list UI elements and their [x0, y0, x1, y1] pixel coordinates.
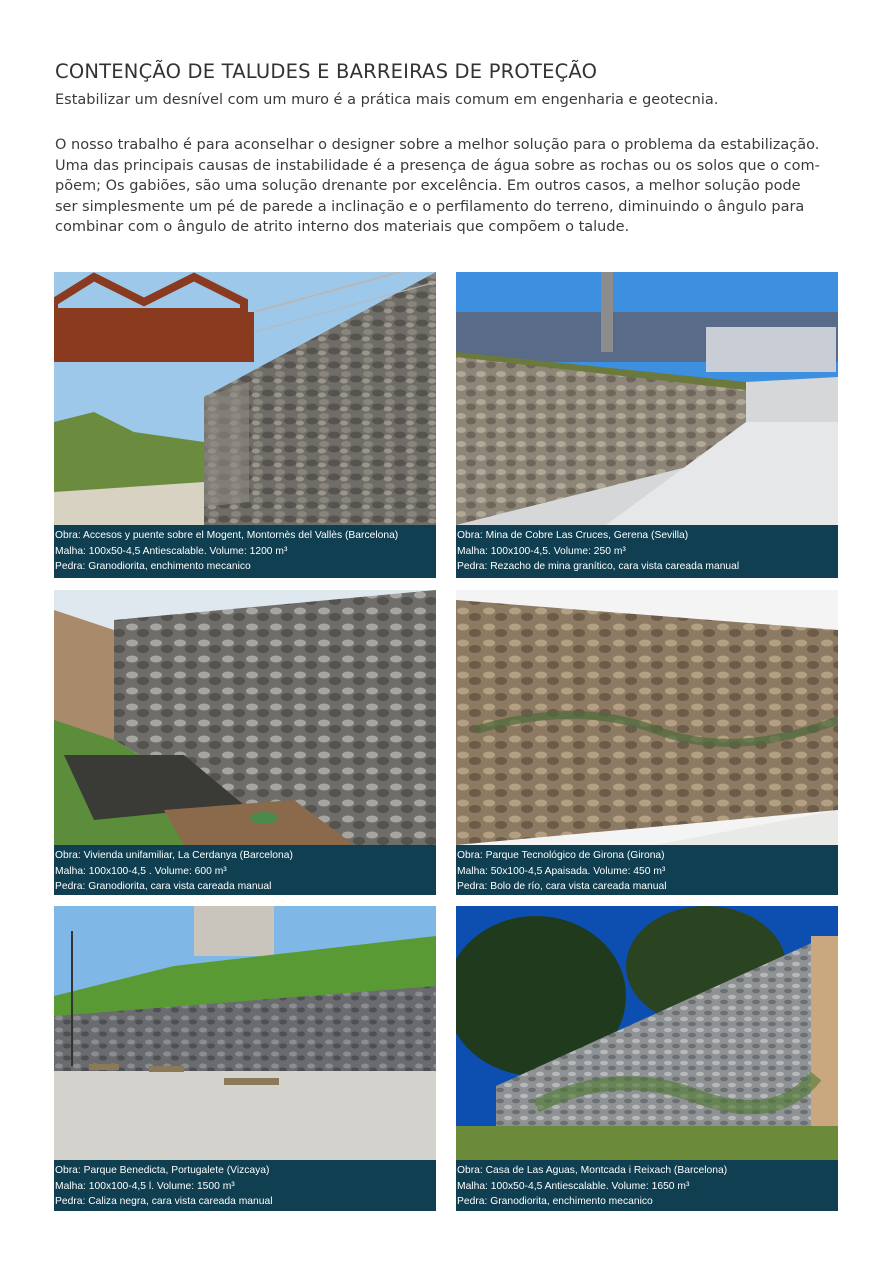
caption-pedra: Pedra: Bolo de río, cara vista careada manual	[457, 881, 667, 892]
project-photo	[456, 272, 838, 525]
caption-obra: Obra: Mina de Cobre Las Cruces, Gerena (Sevilla)	[457, 530, 689, 541]
page-subtitle: Estabilizar um desnível com um muro é a prática mais comum em engenharia e geotecnia.	[55, 92, 719, 108]
caption-malha: Malha: 50x100-4,5 Apaisada. Volume: 450 m³	[457, 865, 666, 877]
caption-obra: Obra: Parque Tecnológico de Girona (Girona)	[457, 850, 665, 861]
project-card-benedicta	[54, 906, 436, 1211]
body-line: O nosso trabalho é para aconselhar o designer sobre a melhor solução para o problema da estabilização.	[55, 137, 820, 153]
project-card-mogent	[54, 272, 436, 577]
body-paragraph	[55, 135, 845, 238]
project-photo	[456, 906, 838, 1160]
body-line: combinar com o ângulo de atrito interno dos materiais que compõem o talude.	[55, 219, 630, 235]
project-caption	[54, 845, 436, 895]
project-photo	[54, 590, 436, 845]
caption-pedra: Pedra: Granodiorita, enchimento mecanico	[457, 1196, 653, 1207]
caption-malha: Malha: 100x100-4,5. Volume: 250 m³	[457, 545, 626, 557]
caption-malha: Malha: 100x100-4,5 l. Volume: 1500 m³	[55, 1180, 235, 1192]
project-card-girona	[456, 590, 838, 895]
body-line: ser simplesmente um pé de parede a inclinação e o perfilamento do terreno, diminuindo o ângulo para	[55, 198, 805, 215]
caption-malha: Malha: 100x50-4,5 Antiescalable. Volume: 1200 m³	[55, 545, 288, 557]
caption-pedra: Pedra: Granodiorita, cara vista careada manual	[55, 881, 272, 892]
caption-obra: Obra: Vivienda unifamiliar, La Cerdanya (Barcelona)	[55, 850, 293, 861]
caption-obra: Obra: Parque Benedicta, Portugalete (Vizcaya)	[55, 1165, 270, 1176]
project-caption	[456, 1160, 838, 1211]
body-line: põem; Os gabiões, são uma solução drenante por excelência. Em outros casos, a melhor solução pode	[55, 178, 801, 194]
project-card-casa-aguas	[456, 906, 838, 1211]
project-photo	[456, 590, 838, 845]
caption-obra: Obra: Casa de Las Aguas, Montcada i Reixach (Barcelona)	[457, 1165, 728, 1176]
project-caption	[54, 1160, 436, 1211]
caption-malha: Malha: 100x50-4,5 Antiescalable. Volume: 1650 m³	[457, 1180, 690, 1192]
caption-malha: Malha: 100x100-4,5 . Volume: 600 m³	[55, 865, 227, 877]
project-card-las-cruces	[456, 272, 838, 577]
caption-obra: Obra: Accesos y puente sobre el Mogent, Montornès del Vallès (Barcelona)	[55, 530, 399, 541]
caption-pedra: Pedra: Granodiorita, enchimento mecanico	[55, 561, 251, 572]
body-line: Uma das principais causas de instabilidade é a presença de água sobre as rochas ou os solos que o com-	[55, 157, 820, 174]
caption-pedra: Pedra: Caliza negra, cara vista careada manual	[55, 1196, 273, 1207]
project-caption	[456, 525, 838, 578]
project-card-la-cerdanya	[54, 590, 436, 895]
project-caption	[456, 845, 838, 895]
page-title: CONTENÇÃO DE TALUDES E BARREIRAS DE PROTEÇÃO	[55, 60, 598, 83]
project-caption	[54, 525, 436, 578]
project-photo	[54, 272, 436, 525]
caption-pedra: Pedra: Rezacho de mina granítico, cara vista careada manual	[457, 561, 740, 572]
project-photo	[54, 906, 436, 1160]
